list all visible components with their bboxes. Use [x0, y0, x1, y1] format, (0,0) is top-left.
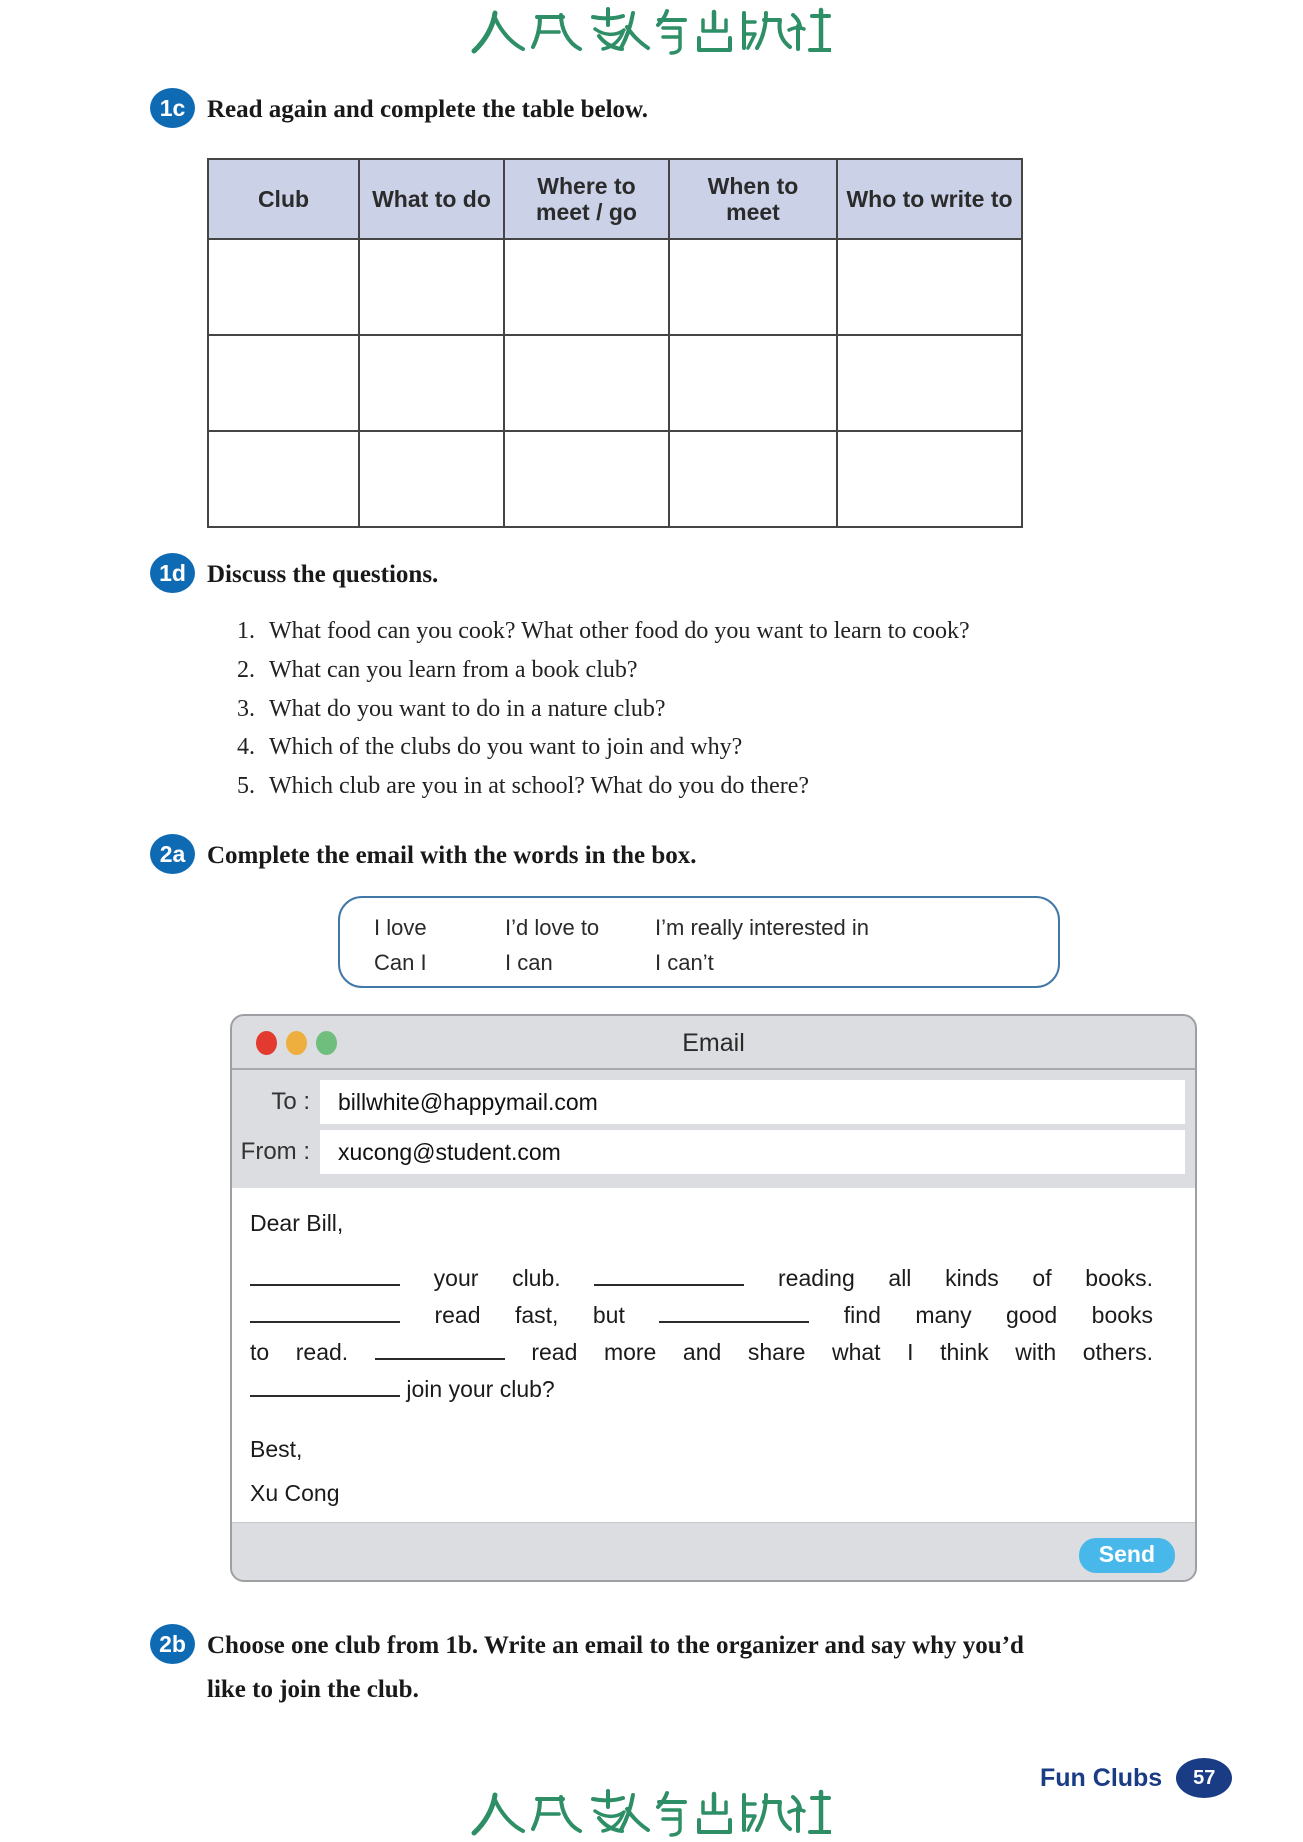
table-cell[interactable]: [669, 431, 837, 527]
badge-label: 1c: [159, 94, 186, 121]
email-header-fields: [232, 1070, 1195, 1180]
section-badge-2a: [150, 834, 195, 874]
publisher-logo-icon: [471, 4, 831, 58]
question-text: Which of the clubs do you want to join and why?: [269, 734, 743, 761]
email-text: join your club?: [406, 1376, 555, 1402]
question-text: What food can you cook? What other food do you want to learn to cook?: [269, 618, 970, 644]
email-line: [250, 1260, 1153, 1297]
email-titlebar: [232, 1016, 1195, 1070]
email-line: [250, 1297, 1153, 1334]
question-text: What do you want to do in a nature club?: [269, 695, 666, 722]
unit-title: Fun Clubs: [1040, 1763, 1163, 1792]
question-number: 2.: [237, 656, 255, 683]
table-cell[interactable]: [837, 239, 1022, 335]
email-footer: [232, 1522, 1195, 1582]
table-cell[interactable]: [504, 239, 669, 335]
badge-label: 2b: [159, 1630, 186, 1657]
email-text: to read.: [250, 1339, 349, 1365]
fill-in-blank[interactable]: [375, 1338, 505, 1360]
email-paragraph: [250, 1260, 1153, 1408]
email-closing: Best,: [250, 1436, 303, 1462]
section-title-2a: Complete the email with the words in the box.: [207, 842, 697, 869]
email-window-title: Email: [682, 1029, 745, 1057]
word-option: I can’t: [655, 949, 714, 975]
email-text: read more and share what I think with others.: [531, 1339, 1154, 1365]
page-number: 57: [1193, 1766, 1216, 1789]
table-cell[interactable]: [837, 335, 1022, 431]
email-line: [250, 1334, 1153, 1371]
send-button[interactable]: Send: [1079, 1538, 1175, 1573]
table-cell[interactable]: [208, 335, 359, 431]
email-line: [250, 1371, 1153, 1408]
table-cell[interactable]: [504, 335, 669, 431]
question-number: 4.: [237, 734, 255, 761]
clubs-table: [207, 158, 1023, 528]
word-box: [338, 896, 1060, 988]
section-badge-1d: [150, 553, 195, 593]
table-cell[interactable]: [208, 431, 359, 527]
fill-in-blank[interactable]: [250, 1375, 400, 1397]
table-header-row: [208, 159, 1022, 239]
email-text: find many good books: [843, 1302, 1154, 1328]
question-item: [207, 690, 1067, 729]
email-window: [230, 1014, 1197, 1582]
section-title-1c: Read again and complete the table below.: [207, 96, 648, 123]
word-option: I love: [374, 914, 427, 940]
table-cell[interactable]: [837, 431, 1022, 527]
word-box-row: [374, 945, 1058, 980]
question-number: 5.: [237, 773, 255, 800]
table-row: [208, 431, 1022, 527]
col-header-who-to-write-to: Who to write to: [837, 159, 1022, 239]
table-cell[interactable]: [359, 335, 504, 431]
question-item: [207, 767, 1067, 806]
table-cell[interactable]: [359, 431, 504, 527]
table-cell[interactable]: [669, 335, 837, 431]
discussion-questions: [207, 612, 1067, 806]
email-signature: Xu Cong: [250, 1480, 340, 1506]
word-option: Can I: [374, 949, 427, 975]
from-field-row: [232, 1130, 1195, 1174]
email-greeting: Dear Bill,: [250, 1210, 344, 1236]
badge-label: 1d: [159, 559, 186, 586]
email-to-input[interactable]: billwhite@happymail.com: [320, 1080, 1185, 1124]
table-row: [208, 239, 1022, 335]
word-option: I can: [505, 949, 553, 975]
col-header-what-to-do: What to do: [359, 159, 504, 239]
col-header-where-to-meet: Where to meet / go: [504, 159, 669, 239]
question-item: [207, 728, 1067, 767]
email-text: your club.: [433, 1265, 561, 1291]
section-badge-1c: [150, 88, 195, 128]
word-option: I’m really interested in: [655, 914, 869, 940]
to-field-row: [232, 1080, 1195, 1124]
page-footer: [1040, 1758, 1232, 1798]
table-cell[interactable]: [208, 239, 359, 335]
word-option: I’d love to: [505, 914, 600, 940]
section-title-1d: Discuss the questions.: [207, 561, 439, 588]
question-item: [207, 651, 1067, 690]
question-number: 1.: [237, 618, 255, 644]
fill-in-blank[interactable]: [594, 1264, 744, 1286]
col-header-club: Club: [208, 159, 359, 239]
question-number: 3.: [237, 695, 255, 722]
fill-in-blank[interactable]: [250, 1264, 400, 1286]
page-number-badge: [1176, 1758, 1232, 1798]
email-body: [232, 1188, 1195, 1522]
question-item: [207, 612, 1067, 651]
from-label: From :: [240, 1138, 310, 1165]
fill-in-blank[interactable]: [250, 1301, 400, 1323]
table-cell[interactable]: [504, 431, 669, 527]
to-label: To :: [271, 1088, 310, 1115]
email-text: read fast, but: [434, 1302, 625, 1328]
table-cell[interactable]: [359, 239, 504, 335]
table-cell[interactable]: [669, 239, 837, 335]
question-text: Which club are you in at school? What do you do there?: [269, 773, 810, 800]
col-header-when-to-meet: When to meet: [669, 159, 837, 239]
section-title-2b: Choose one club from 1b. Write an email to the organizer and say why you’d like to join the club.: [207, 1632, 1024, 1703]
email-from-input[interactable]: xucong@student.com: [320, 1130, 1185, 1174]
word-box-row: [374, 910, 1058, 945]
question-text: What can you learn from a book club?: [269, 656, 638, 683]
publisher-logo-icon: [471, 1786, 831, 1840]
badge-label: 2a: [159, 840, 186, 867]
section-badge-2b: [150, 1624, 195, 1664]
email-text: reading all kinds of books.: [778, 1265, 1154, 1291]
fill-in-blank[interactable]: [659, 1301, 809, 1323]
table-row: [208, 335, 1022, 431]
